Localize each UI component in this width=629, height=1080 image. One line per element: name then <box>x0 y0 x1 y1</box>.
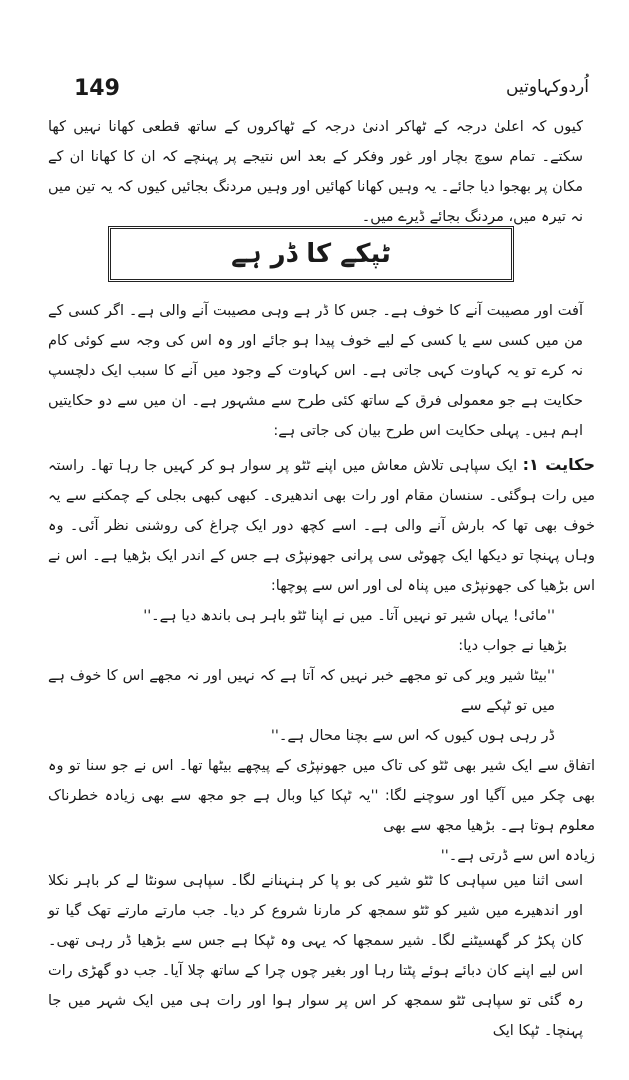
closing-text: اسی اثنا میں سپاہی کا ٹٹو شیر کی بو پا کر ہنہنانے لگا۔ سپاہی سونٹا لے کر باہر نکلا اور اندھیرے میں شیر کو ٹٹو سمجھ کر مارنا شروع کر دیا۔ جب مارتے مارتے تھک گیا تو کان پکڑ کر گھسیٹنے لگا۔ شیر سمجھا کہ یہی وہ ٹپکا ہے جس سے بڑھیا ڈر رہی تھی۔ اس لیے اپنے کان دبائے ہوئے پٹتا رہا اور بغیر چوں چرا کے ساتھ چلا آیا۔ جب دو گھڑی رات رہ گئی تو سپاہی ٹٹو سمجھ کر اس پر سوار ہوا اور رات ہی میں ایک شہر میں جا پہنچا۔ ٹپکا ایک <box>48 873 583 1039</box>
section-intro-paragraph <box>48 296 583 446</box>
story-reply-line2: ڈر رہی ہوں کیوں کہ اس سے بچنا محال ہے۔'' <box>270 728 555 744</box>
section-title: ٹپکے کا ڈر ہے <box>231 239 391 269</box>
story-block <box>48 450 595 871</box>
page-header <box>36 76 593 112</box>
intro-text: کیوں کہ اعلیٰ درجہ کے ٹھاکر ادنیٰ درجہ کے ٹھاکروں کے ساتھ قطعی کھانا نہیں کھا سکتے۔ تمام سوچ بچار اور غور وفکر کے بعد اس نتیجے پر پہنچے کہ ان کا کھانا ان کے مکان پر بھجوا دیا جائے۔ یہ وہیں کھانا کھائیں اور وہیں مردنگ بجائیں کیوں کہ یہ تین میں نہ تیرہ میں، مردنگ بجائے ڈیرے میں۔ <box>48 119 583 225</box>
section-title-box <box>108 226 514 282</box>
story-reply-line1: ''بیٹا شیر ویر کی تو مجھے خبر نہیں کہ آتا ہے کہ نہیں اور نہ مجھے اس کا خوف ہے میں تو ٹپکے سے <box>48 668 555 714</box>
closing-paragraph <box>48 866 583 1046</box>
section-intro-text: آفت اور مصیبت آنے کا خوف ہے۔ جس کا ڈر ہے وہی مصیبت آنے والی ہے۔ اگر کسی کے من میں کسی سے یا کسی کے لیے خوف پیدا ہو جائے اور وہ اس کی وجہ سے کوئی کام نہ کرے تو یہ کہاوت کہی جاتی ہے۔ اس کہاوت کے وجود میں آنے کا سبب ایک دلچسپ حکایت ہے جو معمولی فرق کے ساتھ کئی طرح سے مشہور ہے۔ ان میں سے دو حکایتیں اہم ہیں۔ پہلی حکایت اس طرح بیان کی جاتی ہے: <box>48 303 583 439</box>
intro-paragraph <box>48 112 583 232</box>
running-title: اُردوکہاوتیں <box>506 77 589 97</box>
story-reply-intro: بڑھیا نے جواب دیا: <box>458 638 567 654</box>
page-number: 149 <box>74 76 120 101</box>
story-question: ''مائی! یہاں شیر تو نہیں آتا۔ میں نے اپنا ٹٹو باہر ہی باندھ دیا ہے۔'' <box>143 608 555 624</box>
story-continuation: اتفاق سے ایک شیر بھی ٹٹو کی تاک میں جھونپڑی کے پیچھے بیٹھا تھا۔ اس نے جو سنا تو وہ بھی چکر میں آگیا اور سوچنے لگا: ''یہ ٹپکا کیا وبال ہے جو مجھ سے بھی زیادہ خطرناک معلوم ہوتا ہے۔ بڑھیا مجھ سے بھی <box>48 758 595 834</box>
story-continuation-end: زیادہ اس سے ڈرتی ہے۔'' <box>440 848 595 864</box>
story-opening-paragraph <box>48 450 595 601</box>
story-label: حکایت ۱: <box>522 455 596 474</box>
story-opening: ایک سپاہی تلاش معاش میں اپنے ٹٹو پر سوار ہو کر کہیں جا رہا تھا۔ راستہ میں رات ہوگئی۔ سنسان مقام اور رات بھی اندھیری۔ کبھی کبھی بجلی کے چمکنے سے یہ خوف بھی تھا کہ بارش آنے والی ہے۔ اسے کچھ دور ایک چراغ کی روشنی نظر آئی۔ وہ وہاں پہنچا تو دیکھا ایک چھوٹی سی پرانی جھونپڑی ہے جس کے اندر ایک بڑھیا ہے۔ اس نے اس بڑھیا کی جھونپڑی میں پناہ لی اور اس سے پوچھا: <box>48 458 595 594</box>
